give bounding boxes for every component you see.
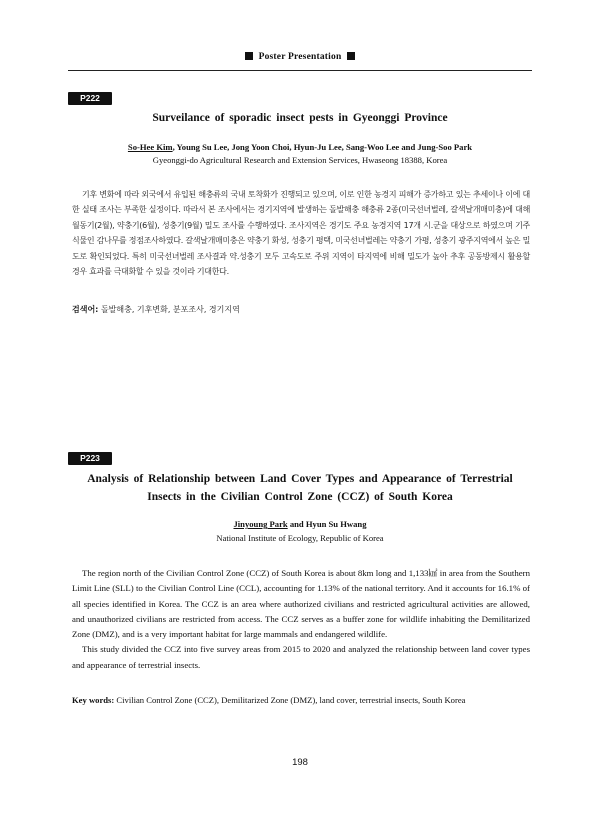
other-authors: , Young Su Lee, Jong Yoon Choi, Hyun-Ju Lee, Sang-Woo Lee and Jung-Soo Park: [172, 142, 473, 152]
other-authors: and Hyun Su Hwang: [287, 519, 367, 529]
section-header: [0, 52, 600, 62]
authors-p222: [68, 142, 532, 152]
keywords-label: Key words:: [72, 695, 115, 705]
keywords-text: 돌발해충, 기후변화, 분포조사, 경기지역: [100, 305, 240, 314]
header-text: Poster Presentation: [258, 52, 342, 62]
abstract-paragraph-1: The region north of the Civilian Control Zone (CCZ) of South Korea is about 8km long and 1,133㎢ in area from the Southern Limit Line (SLL) to the Civilian Control Line (CCL), accounting for 1.13% of the national territory. And it accounts for 16.1% of all species identified in Korea. The CCZ is an area where authorized civilians and restricted agricultural activities are allowed, and unauthorized civilians are restricted from access. The CCZ serves as a buffer zone for wildlife inhabiting the Demilitarized Zone (DMZ), and is a very important habitat for large mammals and endangered wildlife.: [72, 568, 530, 640]
first-author: So-Hee Kim: [127, 142, 173, 152]
poster-tag-p223: P223: [68, 452, 112, 465]
authors-p223: [68, 519, 532, 529]
abstract-p222: [72, 187, 530, 279]
keywords-p222: [72, 304, 530, 315]
abstract-paragraph-2: This study divided the CCZ into five survey areas from 2015 to 2020 and analyzed the relationship between land cover types and appearance of terrestrial insects.: [72, 644, 530, 670]
square-bullet-icon: [245, 52, 253, 60]
square-bullet-icon: [347, 52, 355, 60]
abstract-paragraph: 기후 변화에 따라 외국에서 유입된 해충류의 국내 토착화가 진행되고 있으며, 이로 인한 농경지 피해가 증가하고 있는 추세이나 이에 대한 실태 조사는 부족한 실정이다. 따라서 본 조사에서는 경기지역에 발생하는 돌발해충 해충류 2종(미국선녀벌레, 갈색날개매미충)에 대해 월동기(2월), 약충기(6월), 성충기(9월) 밀도 조사를 수행하였다. 조사지역은 경기도 주요 농경지역 17개 시.군을 대상으로 하였으며 기주 식물인 감나무를 정점조사하였다. 갈색날개매미충은 약충기 화성, 성충기 평택, 미국선녀벌레는 약충기 가평, 성충기 광주지역에서 높은 밀도로 확인되었다. 특히 미국선녀벌레 조사결과 약.성충기 모두 고속도로 주위 지역이 타지역에 비해 밀도가 높아 추후 공동방제시 활용할 경우 효과를 극대화할 수 있을 것이라 기대한다.: [72, 190, 530, 277]
header-rule: [68, 70, 532, 71]
title-p222: Surveilance of sporadic insect pests in Gyeonggi Province: [152, 112, 448, 124]
keywords-p223: [72, 695, 530, 705]
page-number: 198: [292, 757, 308, 768]
title-p223: [68, 470, 532, 506]
poster-tag-p222: P222: [68, 92, 112, 105]
keywords-text: Civilian Control Zone (CCZ), Demilitarized Zone (DMZ), land cover, terrestrial insects, South Korea: [116, 695, 466, 705]
title-line-1: Analysis of Relationship between Land Cover Types and Appearance of Terrestrial: [87, 473, 513, 485]
keywords-label: 검색어:: [72, 305, 99, 314]
affiliation-p222: Gyeonggi-do Agricultural Research and Extension Services, Hwaseong 18388, Korea: [152, 155, 448, 165]
abstract-p223: [72, 566, 530, 673]
affiliation-p223: National Institute of Ecology, Republic of Korea: [216, 533, 384, 543]
first-author: Jinyoung Park: [233, 519, 288, 529]
title-line-2: Insects in the Civilian Control Zone (CCZ) of South Korea: [147, 491, 453, 503]
